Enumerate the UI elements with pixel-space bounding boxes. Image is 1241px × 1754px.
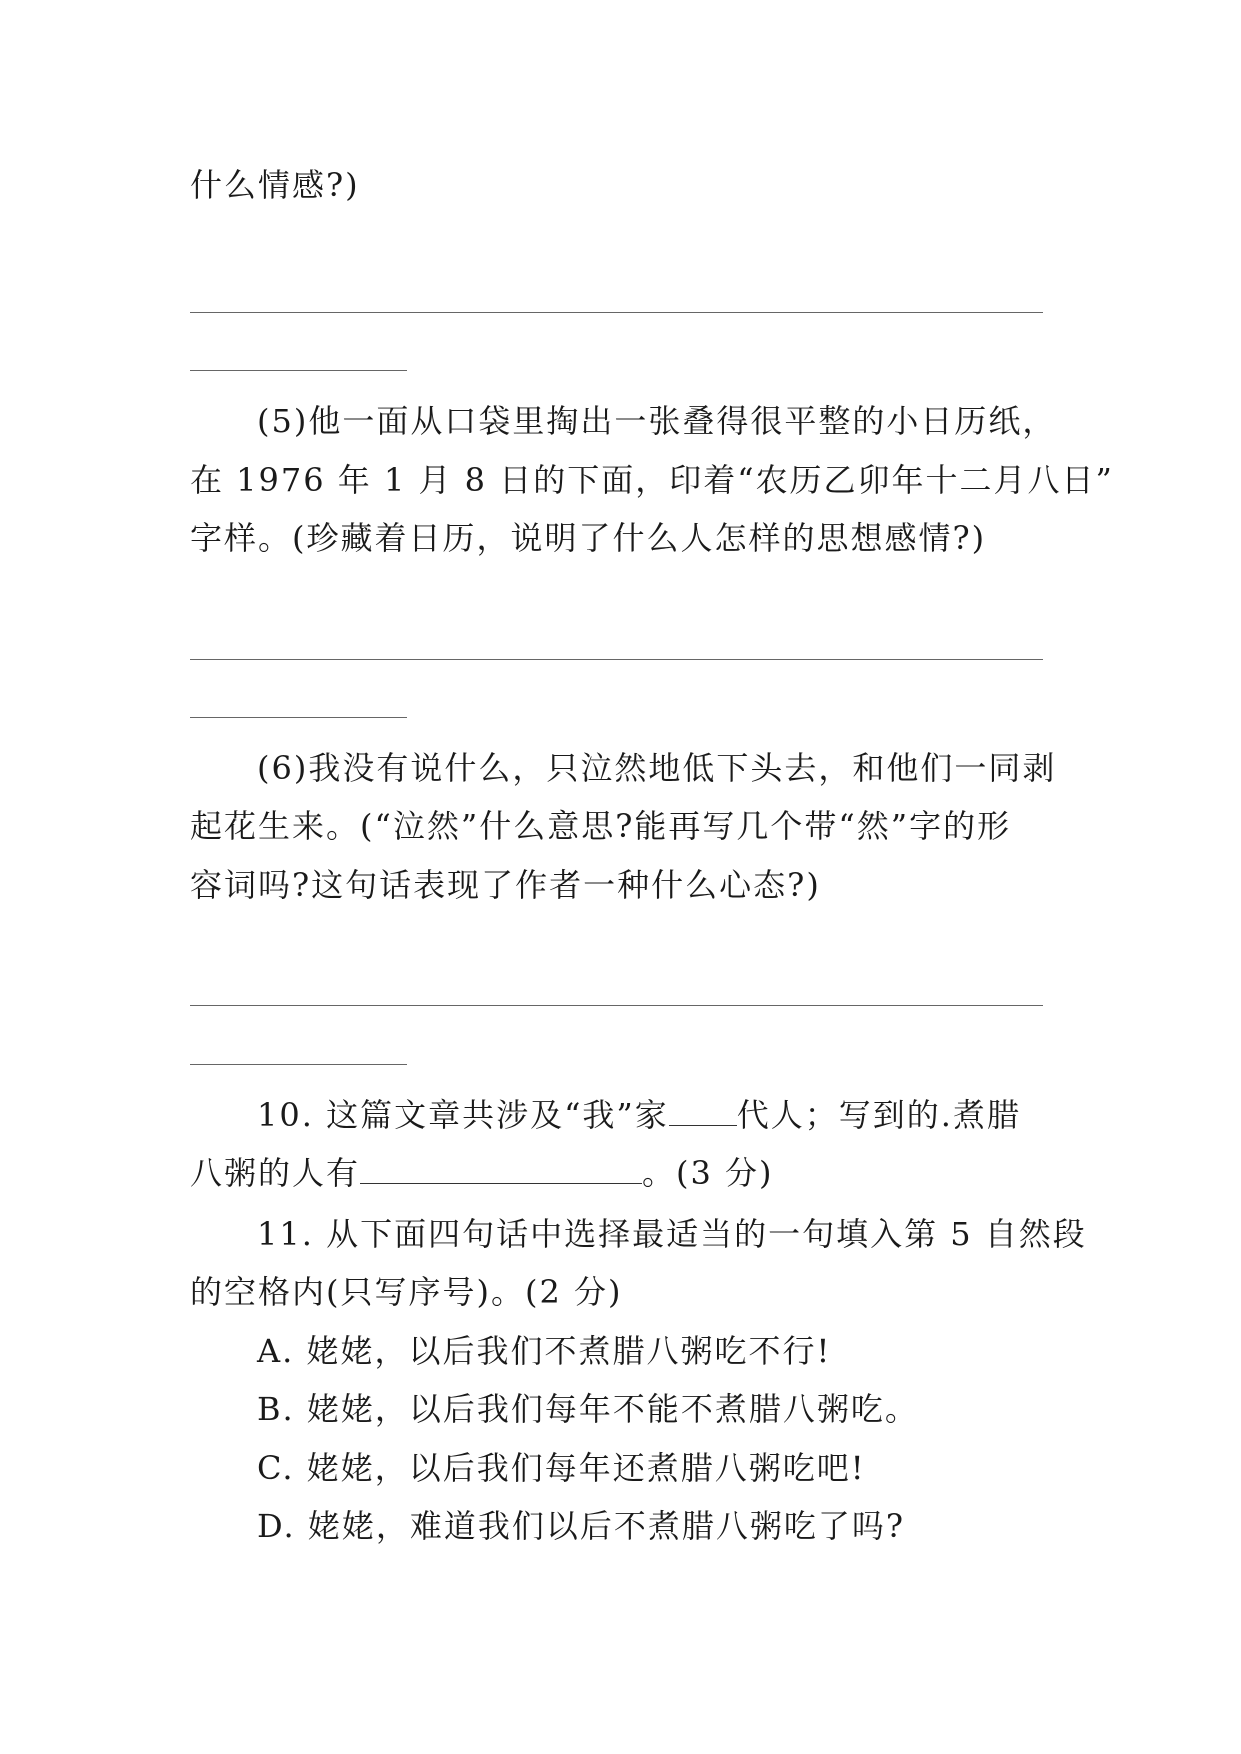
fill-blank[interactable] [669, 1097, 737, 1126]
question-10-text: 。(3 分) [642, 1154, 774, 1192]
question-10-line [257, 1095, 1021, 1135]
answer-line [190, 370, 407, 371]
question-10-text: 八粥的人有 [190, 1154, 361, 1192]
question-6-line: 起花生来。(“泣然”什么意思?能再写几个带“然”字的形 [190, 807, 1012, 845]
option-c: C. 姥姥，以后我们每年还煮腊八粥吃吧! [257, 1449, 866, 1487]
question-10-text: 10. 这篇文章共涉及“我”家 [257, 1096, 669, 1134]
question-10-text: 代人；写到的.煮腊 [736, 1096, 1021, 1134]
answer-line [190, 717, 407, 718]
option-b: B. 姥姥，以后我们每年不能不煮腊八粥吃。 [257, 1390, 919, 1428]
question-6-line: 容词吗?这句话表现了作者一种什么心态?) [190, 866, 821, 904]
question-10-line [190, 1153, 774, 1193]
question-4-tail: 什么情感?) [190, 166, 360, 204]
answer-line [190, 1064, 407, 1065]
option-d: D. 姥姥，难道我们以后不煮腊八粥吃了吗? [257, 1507, 906, 1545]
answer-line [190, 659, 1043, 660]
fill-blank[interactable] [360, 1155, 642, 1184]
question-6-line: (6)我没有说什么，只泣然地低下头去，和他们一同剥 [257, 749, 1057, 787]
question-11-line: 的空格内(只写序号)。(2 分) [190, 1273, 623, 1311]
question-5-line: 字样。(珍藏着日历，说明了什么人怎样的思想感情?) [190, 519, 987, 557]
question-11-line: 11. 从下面四句话中选择最适当的一句填入第 5 自然段 [257, 1215, 1087, 1253]
question-5-line: (5)他一面从口袋里掏出一张叠得很平整的小日历纸， [257, 402, 1057, 440]
answer-line [190, 1005, 1043, 1006]
question-5-line: 在 1976 年 1 月 8 日的下面，印着“农历乙卯年十二月八日” [190, 461, 1114, 499]
option-a: A. 姥姥，以后我们不煮腊八粥吃不行! [257, 1332, 832, 1370]
answer-line [190, 312, 1043, 313]
